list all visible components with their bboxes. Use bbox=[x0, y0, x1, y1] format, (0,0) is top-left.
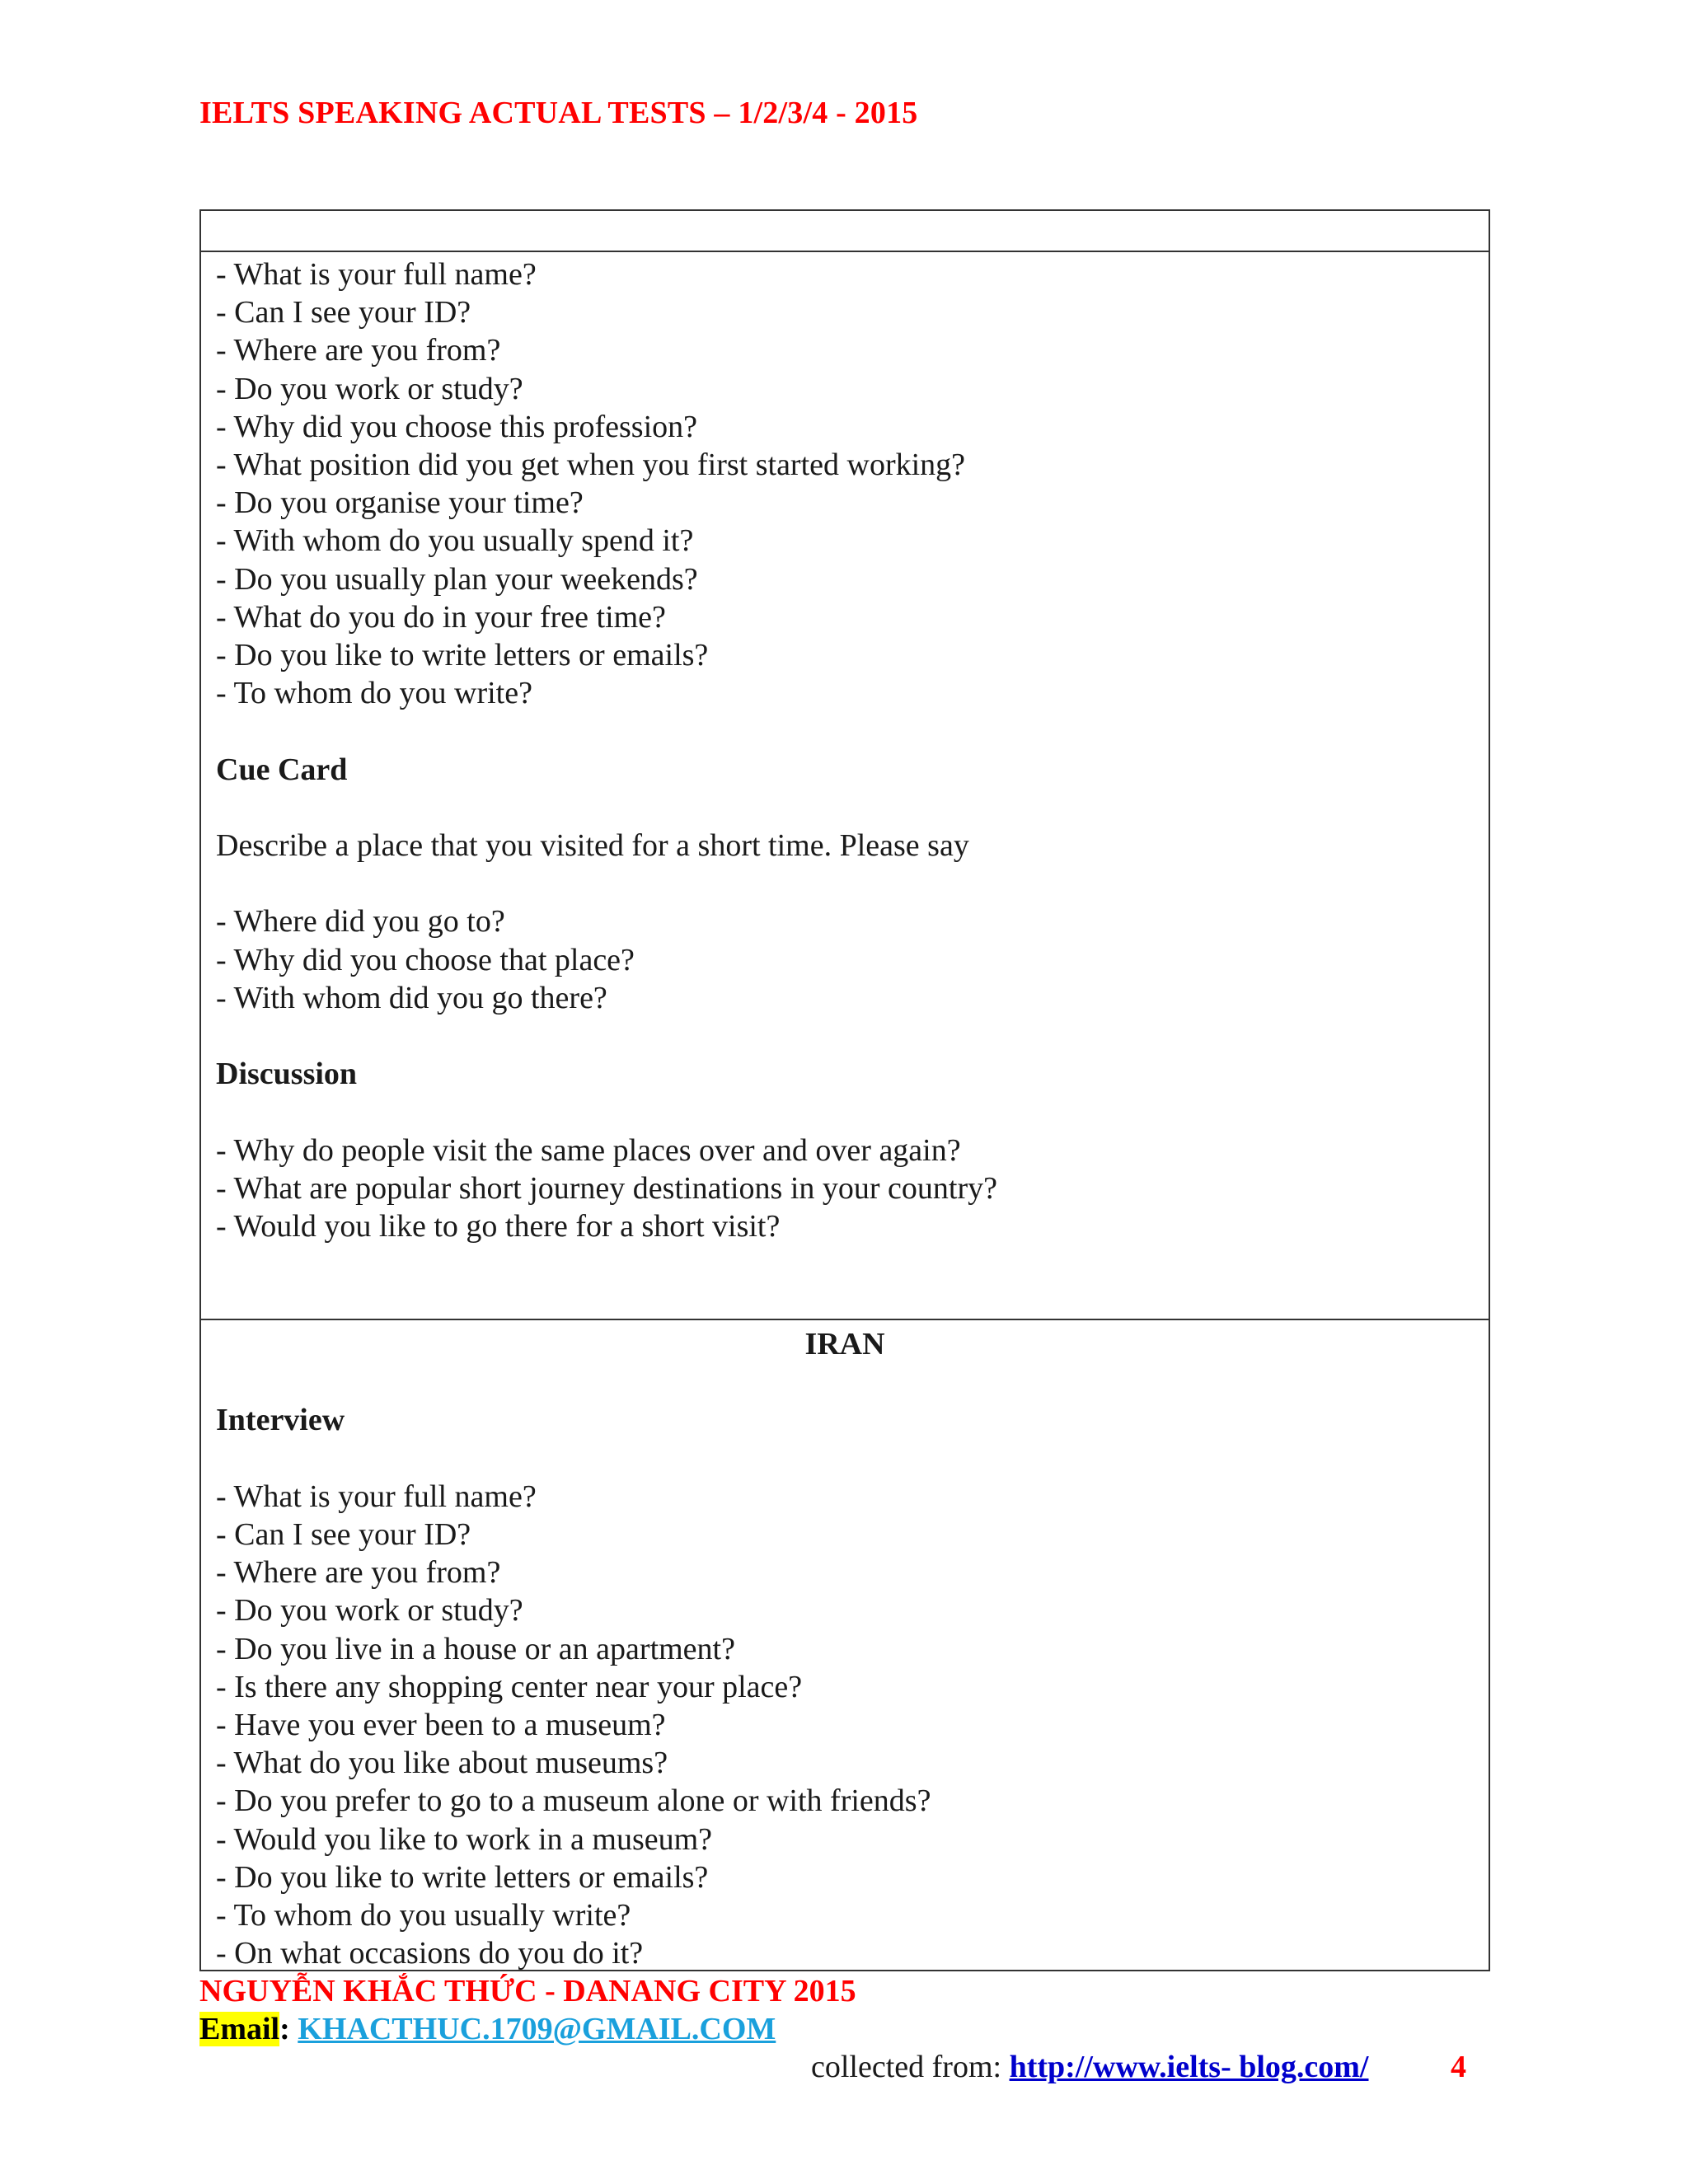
list-item: - To whom do you usually write? bbox=[216, 1898, 631, 1933]
list-item: - Do you like to write letters or emails? bbox=[216, 638, 709, 673]
table-cell-section-2 bbox=[201, 1320, 1489, 1970]
list-item: - With whom did you go there? bbox=[216, 980, 607, 1015]
list-item: - Would you like to work in a museum? bbox=[216, 1821, 713, 1857]
list-item: - What position did you get when you first started working? bbox=[216, 448, 966, 483]
questions-table bbox=[199, 209, 1490, 1971]
source-prefix: collected from: bbox=[811, 2050, 1010, 2084]
footer-author: NGUYỄN KHẮC THỨC - DANANG CITY 2015 bbox=[199, 1974, 856, 2008]
list-item: - Do you organise your time? bbox=[216, 485, 584, 521]
email-link[interactable]: KHACTHUC.1709@GMAIL.COM bbox=[298, 2012, 776, 2046]
discussion-heading: Discussion bbox=[216, 1057, 358, 1092]
list-item: - Can I see your ID? bbox=[216, 1516, 471, 1552]
email-colon: : bbox=[279, 2012, 298, 2046]
footer-email bbox=[199, 2011, 776, 2047]
interview-heading: Interview bbox=[216, 1403, 345, 1438]
list-item: - Where are you from? bbox=[216, 1555, 501, 1591]
country-heading: IRAN bbox=[804, 1327, 885, 1361]
footer-source bbox=[811, 2049, 1369, 2085]
list-item: - Can I see your ID? bbox=[216, 295, 471, 330]
list-item: - With whom do you usually spend it? bbox=[216, 523, 694, 559]
list-item: - What are popular short journey destinations in your country? bbox=[216, 1170, 997, 1206]
list-item: - Is there any shopping center near your place? bbox=[216, 1669, 803, 1704]
list-item: - Why did you choose that place? bbox=[216, 942, 635, 977]
list-item: - Would you like to go there for a short visit? bbox=[216, 1209, 781, 1244]
list-item: - Why did you choose this profession? bbox=[216, 409, 697, 444]
list-item: - What do you like about museums? bbox=[216, 1746, 668, 1781]
list-item: - On what occasions do you do it? bbox=[216, 1936, 644, 1971]
list-item: - Do you live in a house or an apartment? bbox=[216, 1631, 735, 1666]
table-cell-section-1 bbox=[201, 252, 1489, 1320]
cue-card-prompt: Describe a place that you visited for a short time. Please say bbox=[216, 828, 969, 864]
list-item: - Do you usually plan your weekends? bbox=[216, 561, 698, 597]
list-item: - Where did you go to? bbox=[216, 904, 505, 940]
email-label: Email bbox=[199, 2012, 280, 2046]
list-item: - Do you work or study? bbox=[216, 1593, 523, 1629]
cue-card-heading: Cue Card bbox=[216, 752, 348, 787]
page-number: 4 bbox=[1451, 2050, 1466, 2084]
list-item: - Do you prefer to go to a museum alone or with friends? bbox=[216, 1783, 931, 1819]
list-item: - Why do people visit the same places over and over again? bbox=[216, 1132, 961, 1168]
page-header-title: IELTS SPEAKING ACTUAL TESTS – 1/2/3/4 - 2015 bbox=[199, 96, 918, 130]
list-item: - Have you ever been to a museum? bbox=[216, 1708, 666, 1742]
list-item: - Do you like to write letters or emails? bbox=[216, 1859, 709, 1895]
list-item: - What is your full name? bbox=[216, 1479, 537, 1514]
source-link[interactable]: http://www.ielts- blog.com/ bbox=[1009, 2050, 1369, 2084]
list-item: - To whom do you write? bbox=[216, 676, 532, 711]
table-empty-row bbox=[201, 211, 1489, 252]
list-item: - Do you work or study? bbox=[216, 371, 523, 406]
list-item: - Where are you from? bbox=[216, 333, 501, 368]
list-item: - What do you do in your free time? bbox=[216, 599, 666, 635]
list-item: - What is your full name? bbox=[216, 257, 537, 292]
